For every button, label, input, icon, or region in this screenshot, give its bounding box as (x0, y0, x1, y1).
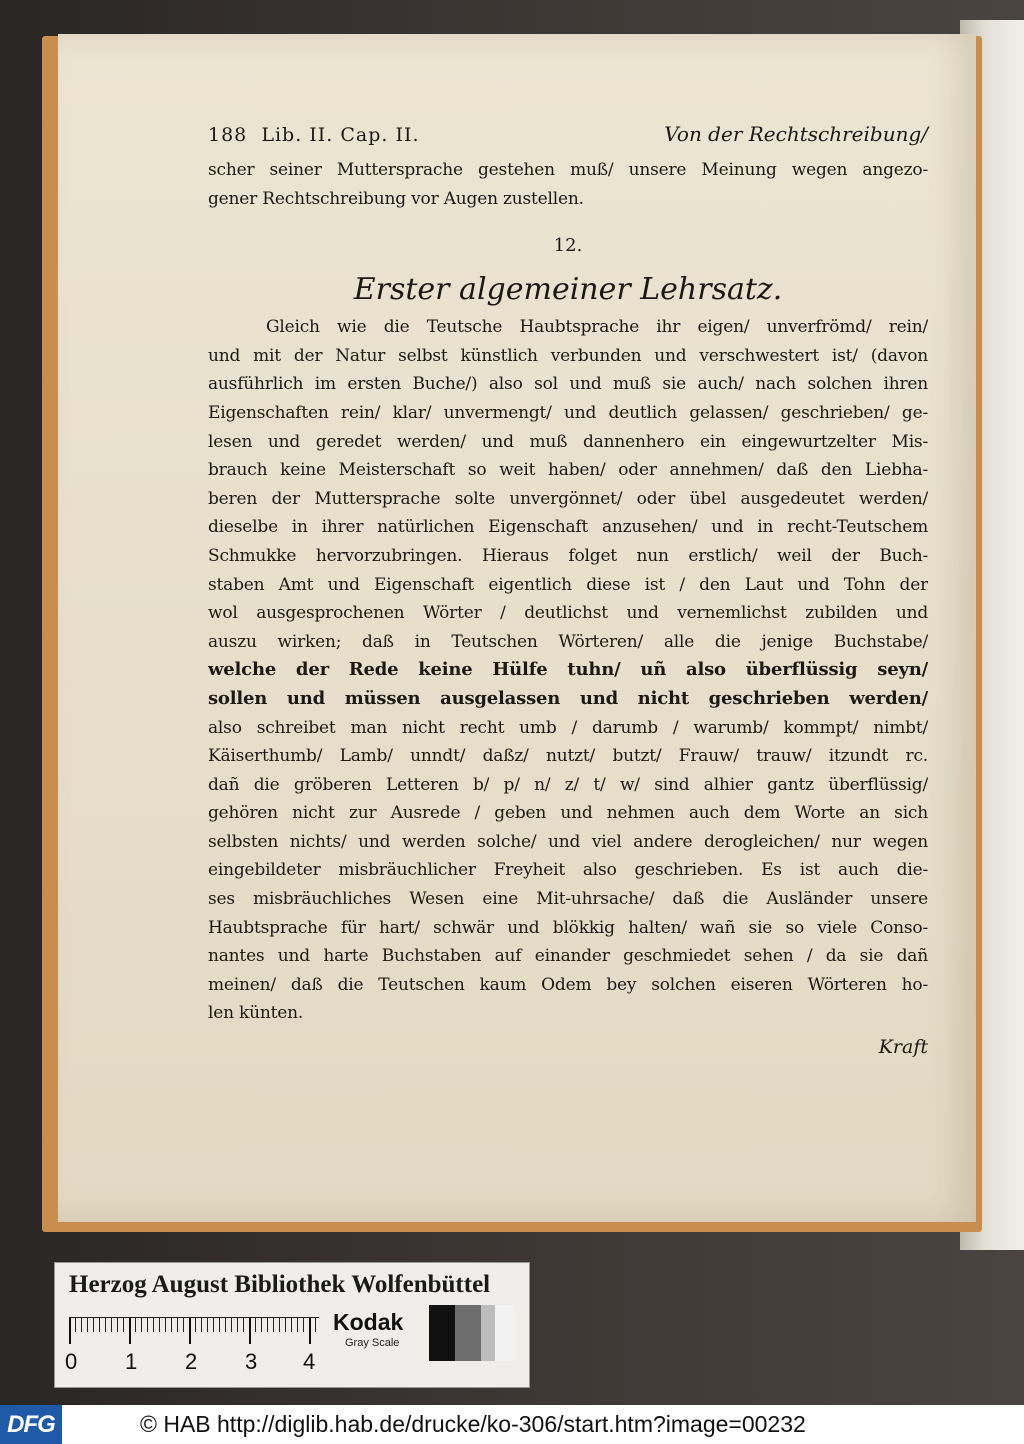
running-head-left (208, 124, 420, 146)
library-name: Herzog August Bibliothek Wolfenbüttel (69, 1271, 491, 1298)
ruler-major-tick (189, 1318, 191, 1344)
text-line: staben Amt und Eigenschaft eigentlich diese ist / den Laut und Tohn der (208, 574, 928, 595)
text-line: meinen/ daß die Teutschen kaum Odem bey solchen eiseren Wörteren ho- (208, 974, 928, 995)
text-line: und mit der Natur selbst künstlich verbunden und verschwestert ist/ (davon (208, 345, 928, 366)
dfg-logo: DFG (0, 1405, 62, 1444)
ruler-major-tick (69, 1318, 71, 1344)
text-line: gehören nicht zur Ausrede / geben und nehmen auch dem Worte an sich (208, 803, 928, 824)
footer-bar (0, 1405, 1024, 1444)
text-line: brauch keine Meisterschaft so weit haben/ oder annehmen/ daß den Liebha- (208, 460, 928, 481)
text-line: scher seiner Muttersprache gestehen muß/ unsere Meinung wegen angezo- (208, 160, 928, 180)
text-line: beren der Muttersprache solte unvergönnet/ oder übel ausgedeutet werden/ (208, 488, 928, 509)
text-line: eingebildeter misbräuchlicher Freyheit also geschrieben. Es ist auch die- (208, 860, 928, 881)
book-chapter: Lib. II. Cap. II. (261, 124, 420, 146)
text-line: welche der Rede keine Hülfe tuhn/ uñ also überflüssig seyn/ (208, 659, 928, 681)
section-number: 12. (553, 235, 583, 257)
text-line: lesen und geredet werden/ und muß dannenhero ein eingewurtzelter Mis- (208, 431, 928, 452)
text-line: dañ die gröberen Letteren b/ p/ n/ z/ t/ w/ sind alhier gantz überflüssig/ (208, 774, 928, 795)
ruler-major-tick (249, 1318, 251, 1344)
text-line: gener Rechtschreibung vor Augen zustellen. (208, 188, 584, 209)
text-line: also schreibet man nicht recht umb / darumb / warumb/ kommpt/ nimbt/ (208, 717, 928, 738)
text-line: Haubtsprache für hart/ schwär und blökkig halten/ wañ sie so viele Conso- (208, 917, 928, 938)
text-line: Käiserthumb/ Lamb/ unndt/ daßz/ nutzt/ butzt/ Frauw/ trauw/ itzundt rc. (208, 746, 928, 767)
body-paragraph (208, 313, 928, 1028)
section-heading: Erster algemeiner Lehrsatz. (353, 272, 783, 308)
gray-patch (481, 1305, 495, 1361)
kodak-logo: Kodak (333, 1309, 404, 1335)
ruler-label: 0 (65, 1349, 78, 1374)
gray-scale-label: Gray Scale (345, 1337, 400, 1349)
ruler-major-tick (129, 1318, 131, 1344)
text-line: ausführlich im ersten Buche/) also sol und muß sie auch/ nach solchen ihren (208, 374, 928, 395)
scale-ruler (69, 1317, 319, 1348)
running-head-title: Von der Rechtschreibung/ (664, 122, 928, 146)
text-line: sollen und müssen ausgelassen und nicht geschrieben werden/ (208, 687, 928, 709)
ruler-label: 3 (245, 1349, 258, 1374)
text-line: Gleich wie die Teutsche Haubtsprache ihr eigen/ unverfrömd/ rein/ (266, 317, 928, 338)
ruler-label: 4 (303, 1349, 316, 1374)
text-line: auszu wirken; daß in Teutschen Wörteren/ alle die jenige Buchstabe/ (208, 631, 928, 652)
catchword: Kraft (878, 1036, 928, 1059)
copyright-link[interactable]: © HAB http://diglib.hab.de/drucke/ko-306/start.htm?image=00232 (140, 1411, 806, 1437)
text-line: dieselbe in ihrer natürlichen Eigenschaft anzusehen/ und in recht-Teutschem (208, 517, 928, 538)
ruler-major-tick (309, 1318, 311, 1344)
intro-paragraph (208, 156, 928, 213)
gray-patch (429, 1305, 455, 1361)
ruler-label: 2 (185, 1349, 198, 1374)
gray-patch (495, 1305, 515, 1361)
text-line: Schmukke hervorzubringen. Hieraus folget nun erstlich/ weil der Buch- (208, 545, 928, 566)
text-line: Eigenschaften rein/ klar/ unvermengt/ und deutlich gelassen/ geschrieben/ ge- (208, 402, 928, 423)
color-calibration-bar (54, 1262, 530, 1388)
ruler-label: 1 (125, 1349, 138, 1374)
book-page (58, 34, 976, 1222)
page-number: 188 (208, 124, 248, 146)
text-line: selbsten nichts/ und werden solche/ und viel andere derogleichen/ nur wegen (208, 831, 928, 852)
running-head (208, 122, 928, 156)
text-line: wol ausgesprochenen Wörter / deutlichst und vernemlichst zubilden und (208, 603, 928, 624)
text-block (208, 122, 928, 1058)
text-line: nantes und harte Buchstaben auf einander geschmiedet sehen / da sie dañ (208, 946, 928, 967)
text-line: len künten. (208, 1003, 304, 1024)
gray-patch (455, 1305, 481, 1361)
text-line: ses misbräuchliches Wesen eine Mit-uhrsache/ daß die Ausländer unsere (208, 889, 928, 910)
